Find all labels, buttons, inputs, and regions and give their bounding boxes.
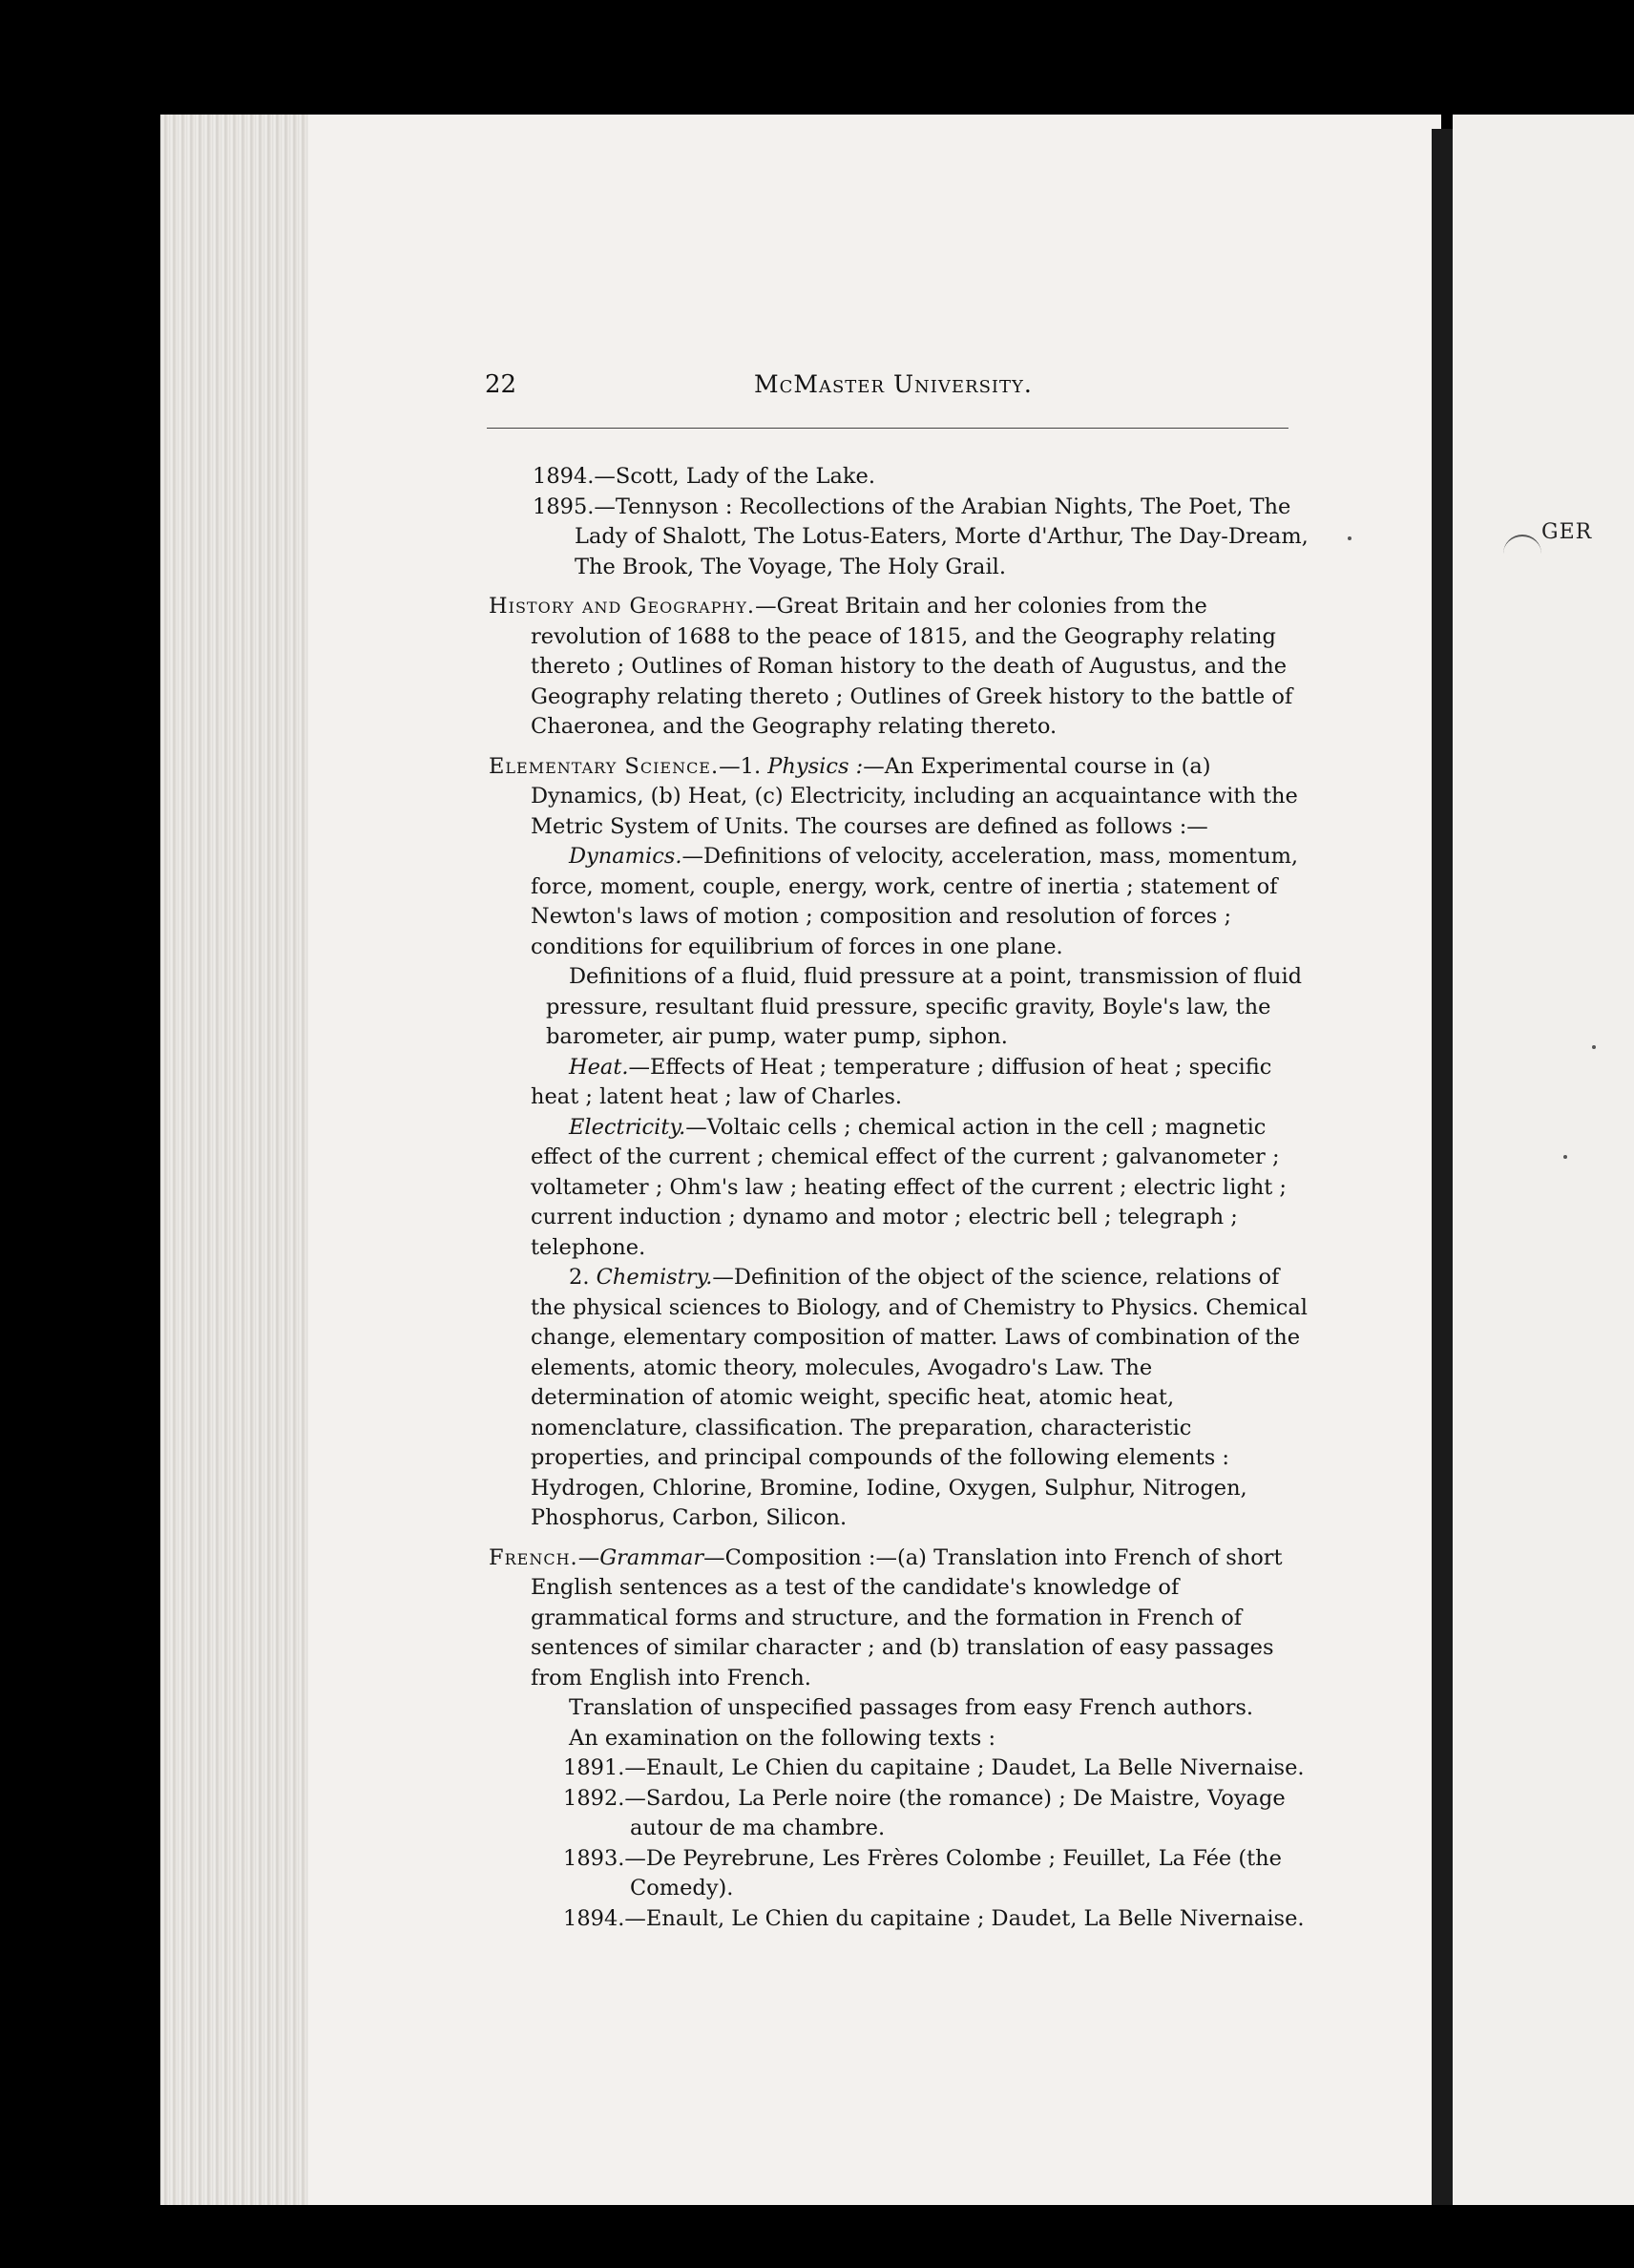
dynamics-text: —Definitions of velocity, acceleration, mass, momentum, force, moment, couple, energy, work, centre of inertia ; statement of Newton's laws of motion ; composition and resolution of forces ; conditions for equilibrium of forces in one plane. [531,844,1299,959]
literature-1895: 1895.—Tennyson : Recollections of the Arabian Nights, The Poet, The Lady of Shalott, The Lotus-Eaters, Morte d'Arthur, The Day-Dream, The Brook, The Voyage, The Holy Grail. [533,494,1309,579]
scan-speck [1348,536,1351,540]
french-exam-intro: An examination on the following texts : [569,1725,996,1751]
french-1893: 1893.—De Peyrebrune, Les Frères Colombe ; Feuillet, La Fée (the Comedy). [563,1845,1282,1900]
heat-label: Heat. [569,1054,629,1080]
facing-page [1453,115,1634,2205]
french-heading: French. [489,1544,578,1570]
physics-label: Physics : [767,753,864,779]
dynamics-label: Dynamics. [569,844,682,869]
science-section [489,752,1309,843]
page-body [489,462,1309,1934]
history-heading: History and Geography. [489,594,756,619]
book-gutter [1432,129,1453,2205]
fluids-paragraph: Definitions of a fluid, fluid pressure at a point, transmission of fluid pressure, resultant fluid pressure, specific gravity, Boyle's law, the barometer, air pump, water pump, siphon. [546,964,1303,1049]
science-heading: Elementary Science. [489,753,720,779]
literature-1894: 1894.—Scott, Lady of the Lake. [533,464,875,489]
french-section [489,1544,1309,1694]
history-section [489,592,1309,743]
french-separator: — [577,1544,600,1570]
page-number: 22 [485,370,517,399]
french-1894: 1894.—Enault, Le Chien du capitaine ; Daudet, La Belle Nivernaise. [563,1905,1305,1931]
header-rule [487,428,1288,429]
scan-speck [1563,1155,1567,1159]
page-edge-stack [160,115,308,2205]
chemistry-number: 2. [569,1265,597,1290]
running-title: McMaster University. [754,370,1033,398]
electricity-text: —Voltaic cells ; chemical action in the cell ; magnetic effect of the current ; chemical effect of the current ; galvanometer ; voltameter ; Ohm's law ; heating effect of the current ; electric light ; current induction ; dynamo and motor ; electric bell ; telegraph ; telephone. [531,1114,1287,1260]
french-1892: 1892.—Sardou, La Perle noire (the romance) ; De Maistre, Voyage autour de ma chambre. [563,1785,1286,1840]
electricity-label: Electricity. [569,1114,686,1140]
chemistry-text: —Definition of the object of the science, relations of the physical sciences to Biology, and of Chemistry to Physics. Chemical change, elementary composition of matter. Laws of combination of the elements, atomic theory, molecules, Avogadro's Law. The determination of atomic weight, specific heat, atomic heat, nomenclature, classification. The preparation, characteristic properties, and principal compounds of the following elements : Hydrogen, Chlorine, Bromine, Iodine, Oxygen, Sulphur, Nitrogen, Phosphorus, Carbon, Silicon. [531,1265,1308,1530]
french-unspecified: Translation of unspecified passages from easy French authors. [569,1695,1254,1720]
heat-text: —Effects of Heat ; temperature ; diffusion of heat ; specific heat ; latent heat ; law of Charles. [531,1054,1272,1109]
science-intro-number: —1. [719,753,768,779]
science-intro-text: —An Experimental course in (a) Dynamics, (b) Heat, (c) Electricity, including an acquaintance with the Metric System of Units. The courses are defined as follows :— [531,753,1298,839]
french-1891: 1891.—Enault, Le Chien du capitaine ; Daudet, La Belle Nivernaise. [563,1755,1305,1780]
grammar-label: Grammar [599,1544,704,1570]
scan-speck [1592,1045,1596,1049]
facing-page-fragment: GER [1541,520,1593,544]
electricity-paragraph [489,1113,1309,1264]
heat-paragraph [489,1053,1309,1113]
history-text: —Great Britain and her colonies from the revolution of 1688 to the peace of 1815, and the Geography relating thereto ; Outlines of Roman history to the death of Augustus, and the Geography relating thereto ; Outlines of Greek history to the battle of Chaeronea, and the Geography relating thereto. [531,594,1293,739]
chemistry-paragraph [489,1263,1309,1534]
dynamics-paragraph [489,842,1309,962]
grammar-text: —Composition :—(a) Translation into French of short English sentences as a test of the candidate's knowledge of grammatical forms and structure, and the formation in French of sentences of similar character ; and (b) translation of easy passages from English into French. [531,1544,1283,1690]
chemistry-label: Chemistry. [596,1265,713,1290]
